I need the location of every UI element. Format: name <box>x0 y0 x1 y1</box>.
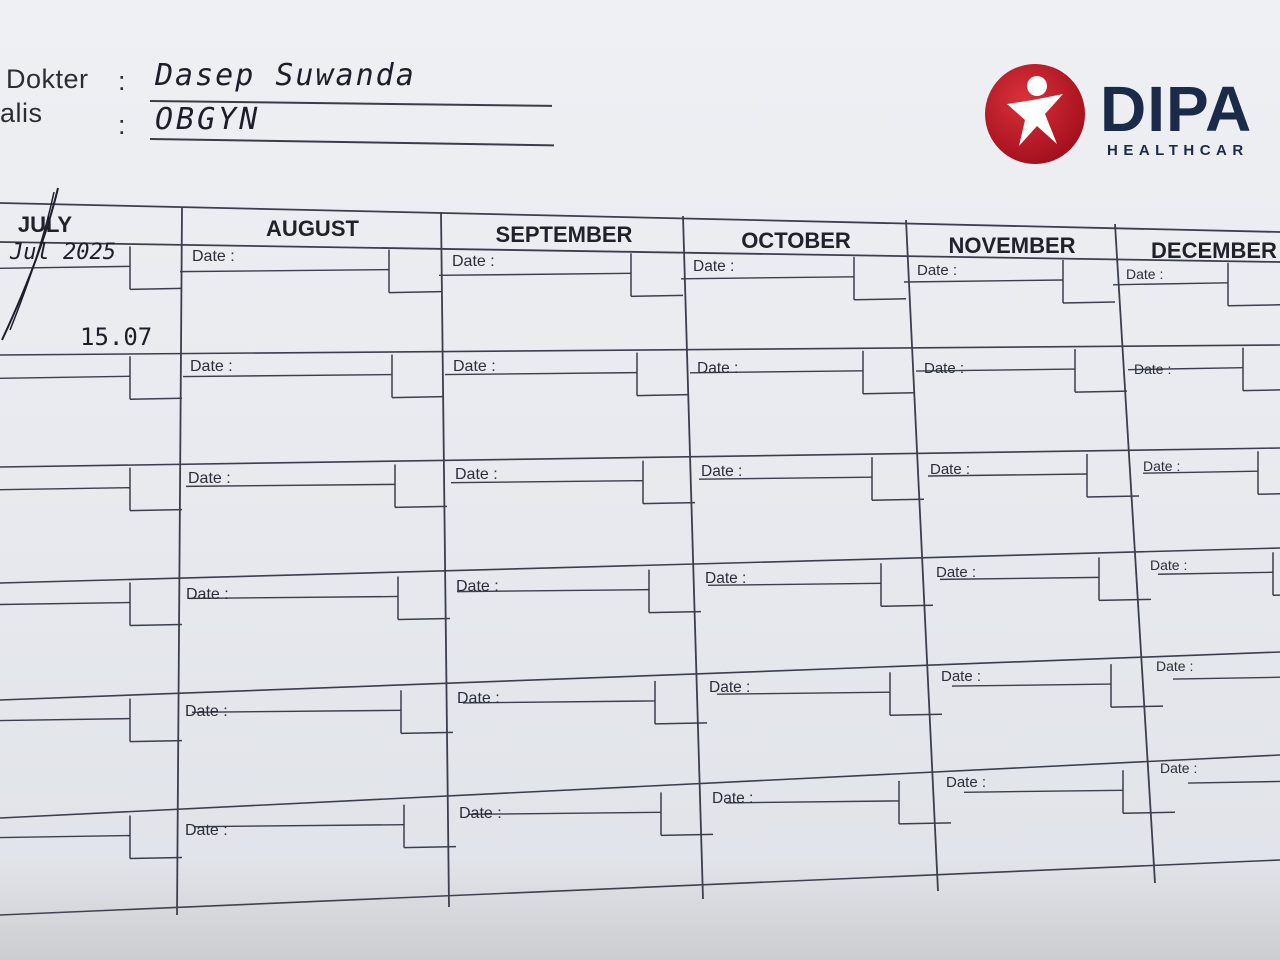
date-label: Date : <box>1150 557 1188 573</box>
cell-box-edge <box>899 823 951 824</box>
specialty-handwritten: OBGYN <box>155 102 261 137</box>
cell-box-edge <box>881 605 933 606</box>
date-label: Date : <box>917 262 958 279</box>
cell-box-edge <box>872 499 924 500</box>
date-label: Date : <box>185 822 228 839</box>
date-underline <box>1173 677 1280 679</box>
date-underline <box>0 603 130 605</box>
july-date-handwritten: 15.07 <box>80 323 153 351</box>
cell-box-edge <box>130 858 182 859</box>
logo-name: DIPA <box>1100 73 1253 145</box>
date-underline <box>681 277 854 279</box>
date-label: Date : <box>946 774 987 791</box>
cell-box-edge <box>863 393 915 394</box>
cell-box-edge <box>130 741 182 742</box>
date-label: Date : <box>453 358 496 375</box>
cell-box-edge <box>130 288 182 289</box>
cell-box-edge <box>1075 391 1127 392</box>
date-label: Date : <box>693 258 735 275</box>
cell-box-edge <box>643 503 695 504</box>
date-underline <box>1188 781 1280 783</box>
date-underline <box>0 836 130 838</box>
cell-box-edge <box>398 618 450 619</box>
cell-box-edge <box>404 847 456 848</box>
date-underline <box>180 270 389 272</box>
month-header-august: AUGUST <box>266 216 359 241</box>
date-label: Date : <box>1156 658 1194 674</box>
column-divider <box>906 220 938 891</box>
cell-box-edge <box>1228 305 1280 306</box>
date-underline <box>1113 283 1228 285</box>
date-label: Date : <box>936 564 977 581</box>
cell-box-edge <box>1123 812 1175 813</box>
date-label: Date : <box>941 668 982 685</box>
date-label: Date : <box>1134 361 1172 377</box>
cell-box-edge <box>1099 599 1151 600</box>
date-label: Date : <box>457 690 500 707</box>
cell-box-edge <box>389 292 441 293</box>
cell-box-edge <box>130 398 182 399</box>
bottom-shadow <box>0 860 1280 960</box>
cell-box-edge <box>1243 390 1280 391</box>
cell-box-edge <box>854 299 906 300</box>
row-divider <box>0 345 1280 355</box>
logo-subtitle: HEALTHCAR <box>1107 142 1249 159</box>
date-label: Date : <box>709 679 751 696</box>
column-divider <box>1115 224 1155 883</box>
date-underline <box>904 280 1063 282</box>
cell-box-edge <box>395 506 447 507</box>
date-label: Date : <box>930 461 971 478</box>
handwritten-stroke <box>0 180 80 350</box>
date-label: Date : <box>185 703 228 720</box>
date-label: Date : <box>192 248 235 265</box>
date-label: Date : <box>456 578 499 595</box>
month-header-september: SEPTEMBER <box>495 222 633 247</box>
date-label: Date : <box>697 360 739 377</box>
date-label: Date : <box>701 463 743 480</box>
cell-box-edge <box>130 625 182 626</box>
cell-box-edge <box>655 723 707 724</box>
column-divider <box>441 212 449 907</box>
month-header-october: OCTOBER <box>741 228 851 253</box>
date-label: Date : <box>1160 760 1198 776</box>
month-header-november: NOVEMBER <box>948 233 1076 258</box>
date-label: Date : <box>455 466 498 483</box>
row-divider <box>0 652 1280 700</box>
specialist-colon: : <box>118 110 126 140</box>
date-label: Date : <box>452 253 495 270</box>
date-label: Date : <box>1143 458 1181 474</box>
date-underline <box>439 273 631 275</box>
month-header-december: DECEMBER <box>1151 238 1277 263</box>
column-divider <box>683 216 703 899</box>
date-label: Date : <box>1126 266 1164 282</box>
cell-box-edge <box>631 295 683 296</box>
date-label: Date : <box>188 470 231 487</box>
doctor-colon: : <box>118 66 126 96</box>
row-divider <box>0 755 1280 818</box>
cell-box-edge <box>1273 594 1280 595</box>
cell-box-edge <box>661 834 713 835</box>
date-label: Date : <box>190 358 233 375</box>
date-label: Date : <box>459 805 502 822</box>
doctor-label: Dokter <box>6 64 89 94</box>
cell-box-edge <box>401 732 453 733</box>
cell-box-edge <box>1111 706 1163 707</box>
cell-box-edge <box>637 395 689 396</box>
july-entry-handwritten: Jul 2025 <box>10 240 116 265</box>
cell-box-edge <box>392 397 444 398</box>
month-header-july: JULY <box>17 212 73 237</box>
doctor-name-handwritten: Dasep Suwanda <box>155 58 416 93</box>
cell-box-edge <box>130 510 182 511</box>
date-underline <box>0 719 130 721</box>
specialist-label: alis <box>0 98 43 128</box>
date-label: Date : <box>186 586 229 603</box>
cell-box-edge <box>1087 496 1139 497</box>
row-divider <box>0 448 1280 467</box>
date-label: Date : <box>924 360 965 377</box>
cell-box-edge <box>1063 302 1115 303</box>
date-underline <box>0 376 130 378</box>
cell-box-edge <box>890 714 942 715</box>
date-underline <box>0 488 130 490</box>
cell-box-edge <box>1258 493 1280 494</box>
cell-box-edge <box>649 612 701 613</box>
date-underline <box>964 790 1123 792</box>
date-label: Date : <box>712 790 754 807</box>
date-label: Date : <box>705 570 747 587</box>
